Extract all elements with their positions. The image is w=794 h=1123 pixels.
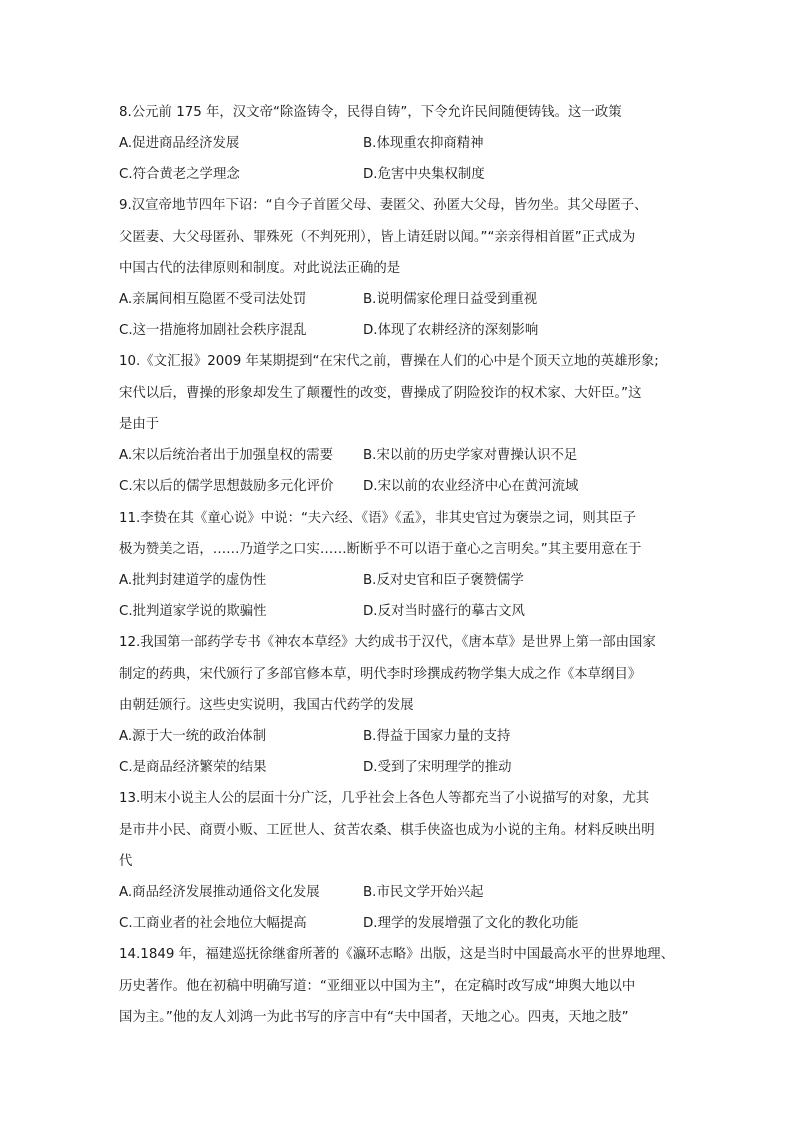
question-9-line-3: 中国古代的法律原则和制度。对此说法正确的是 [119,261,401,276]
question-9-option-a: A.亲属间相互隐匿不受司法处罚 [119,292,307,307]
question-8-option-b: B.体现重农抑商精神 [363,136,484,151]
question-10-option-d: D.宋以前的农业经济中心在黄河流域 [363,479,579,494]
question-8-line-1: 8.公元前 175 年，汉文帝“除盗铸令，民得自铸”，下令允许民间随便铸钱。这一政策 [119,105,622,120]
question-13-line-3: 代 [119,854,133,869]
question-10-option-b: B.宋以前的历史学家对曹操认识不足 [363,448,578,463]
question-10-line-3: 是由于 [119,417,160,432]
question-11-option-d: D.反对当时盛行的摹古文风 [363,604,525,619]
question-12-line-2: 制定的药典，宋代颁行了多部官修本草，明代李时珍撰成药物学集大成之作《本草纲目》 [119,667,642,682]
question-14-line-2: 历史著作。他在初稿中明确写道：“亚细亚以中国为主”，在定稿时改写成“坤舆大地以中 [119,979,636,994]
question-13-line-1: 13.明末小说主人公的层面十分广泛，几乎社会上各色人等都充当了小说描写的对象，尤其 [119,791,650,806]
question-12-option-b: B.得益于国家力量的支持 [363,729,511,744]
question-9-line-2: 父匿妻、大父母匿孙、罪殊死（不判死刑），皆上请廷尉以闻。”“亲亲得相首匿”正式成为 [119,230,636,245]
question-12-option-c: C.是商品经济繁荣的结果 [119,760,267,775]
question-9-option-b: B.说明儒家伦理日益受到重视 [363,292,538,307]
question-12-option-a: A.源于大一统的政治体制 [119,729,267,744]
question-10-option-c: C.宋以后的儒学思想鼓励多元化评价 [119,479,334,494]
question-11-line-1: 11.李贽在其《童心说》中说：“夫六经、《语》《孟》，非其史官过为褒崇之词，则其臣子 [119,511,636,526]
question-12-line-3: 由朝廷颁行。这些史实说明，我国古代药学的发展 [119,698,414,713]
question-10-line-2: 宋代以后，曹操的形象却发生了颠覆性的改变，曹操成了阴险狡诈的权术家、大奸臣。”这 [119,386,642,401]
question-8-option-d: D.危害中央集权制度 [363,167,485,182]
question-12-option-d: D.受到了宋明理学的推动 [363,760,512,775]
question-14-line-1: 14.1849 年，福建巡抚徐继畬所著的《瀛环志略》出版，这是当时中国最高水平的世界地理、 [119,947,675,962]
question-11-option-b: B.反对史官和臣子褒赞儒学 [363,573,524,588]
question-10-line-1: 10.《文汇报》2009 年某期提到“在宋代之前，曹操在人们的心中是个顶天立地的英雄形象; [119,354,659,369]
question-13-option-a: A.商品经济发展推动通俗文化发展 [119,885,320,900]
question-12-line-1: 12.我国第一部药学专书《神农本草经》大约成书于汉代，《唐本草》是世界上第一部由国家 [119,635,656,650]
question-9-option-d: D.体现了农耕经济的深刻影响 [363,323,539,338]
question-9-line-1: 9.汉宣帝地节四年下诏：“自今子首匿父母、妻匿父、孙匿大父母，皆勿坐。其父母匿子、 [119,198,648,213]
question-13-line-2: 是市井小民、商贾小贩、工匠世人、贫苦农桑、棋手侠盗也成为小说的主角。材料反映出明 [119,823,655,838]
question-14-line-3: 国为主。”他的友人刘鸿一为此书写的序言中有“夫中国者，天地之心。四夷，天地之肢” [119,1010,629,1025]
question-13-option-b: B.市民文学开始兴起 [363,885,484,900]
question-8-option-c: C.符合黄老之学理念 [119,167,240,182]
question-9-option-c: C.这一措施将加剧社会秩序混乱 [119,323,307,338]
question-10-option-a: A.宋以后统治者出于加强皇权的需要 [119,448,334,463]
question-11-option-c: C.批判道家学说的欺骗性 [119,604,267,619]
question-8-option-a: A.促进商品经济发展 [119,136,240,151]
question-13-option-c: C.工商业者的社会地位大幅提高 [119,916,307,931]
question-11-line-2: 极为赞美之语，……乃道学之口实……断断乎不可以语于童心之言明矣。”其主要用意在于 [119,542,642,557]
question-11-option-a: A.批判封建道学的虚伪性 [119,573,267,588]
question-13-option-d: D.理学的发展增强了文化的教化功能 [363,916,579,931]
